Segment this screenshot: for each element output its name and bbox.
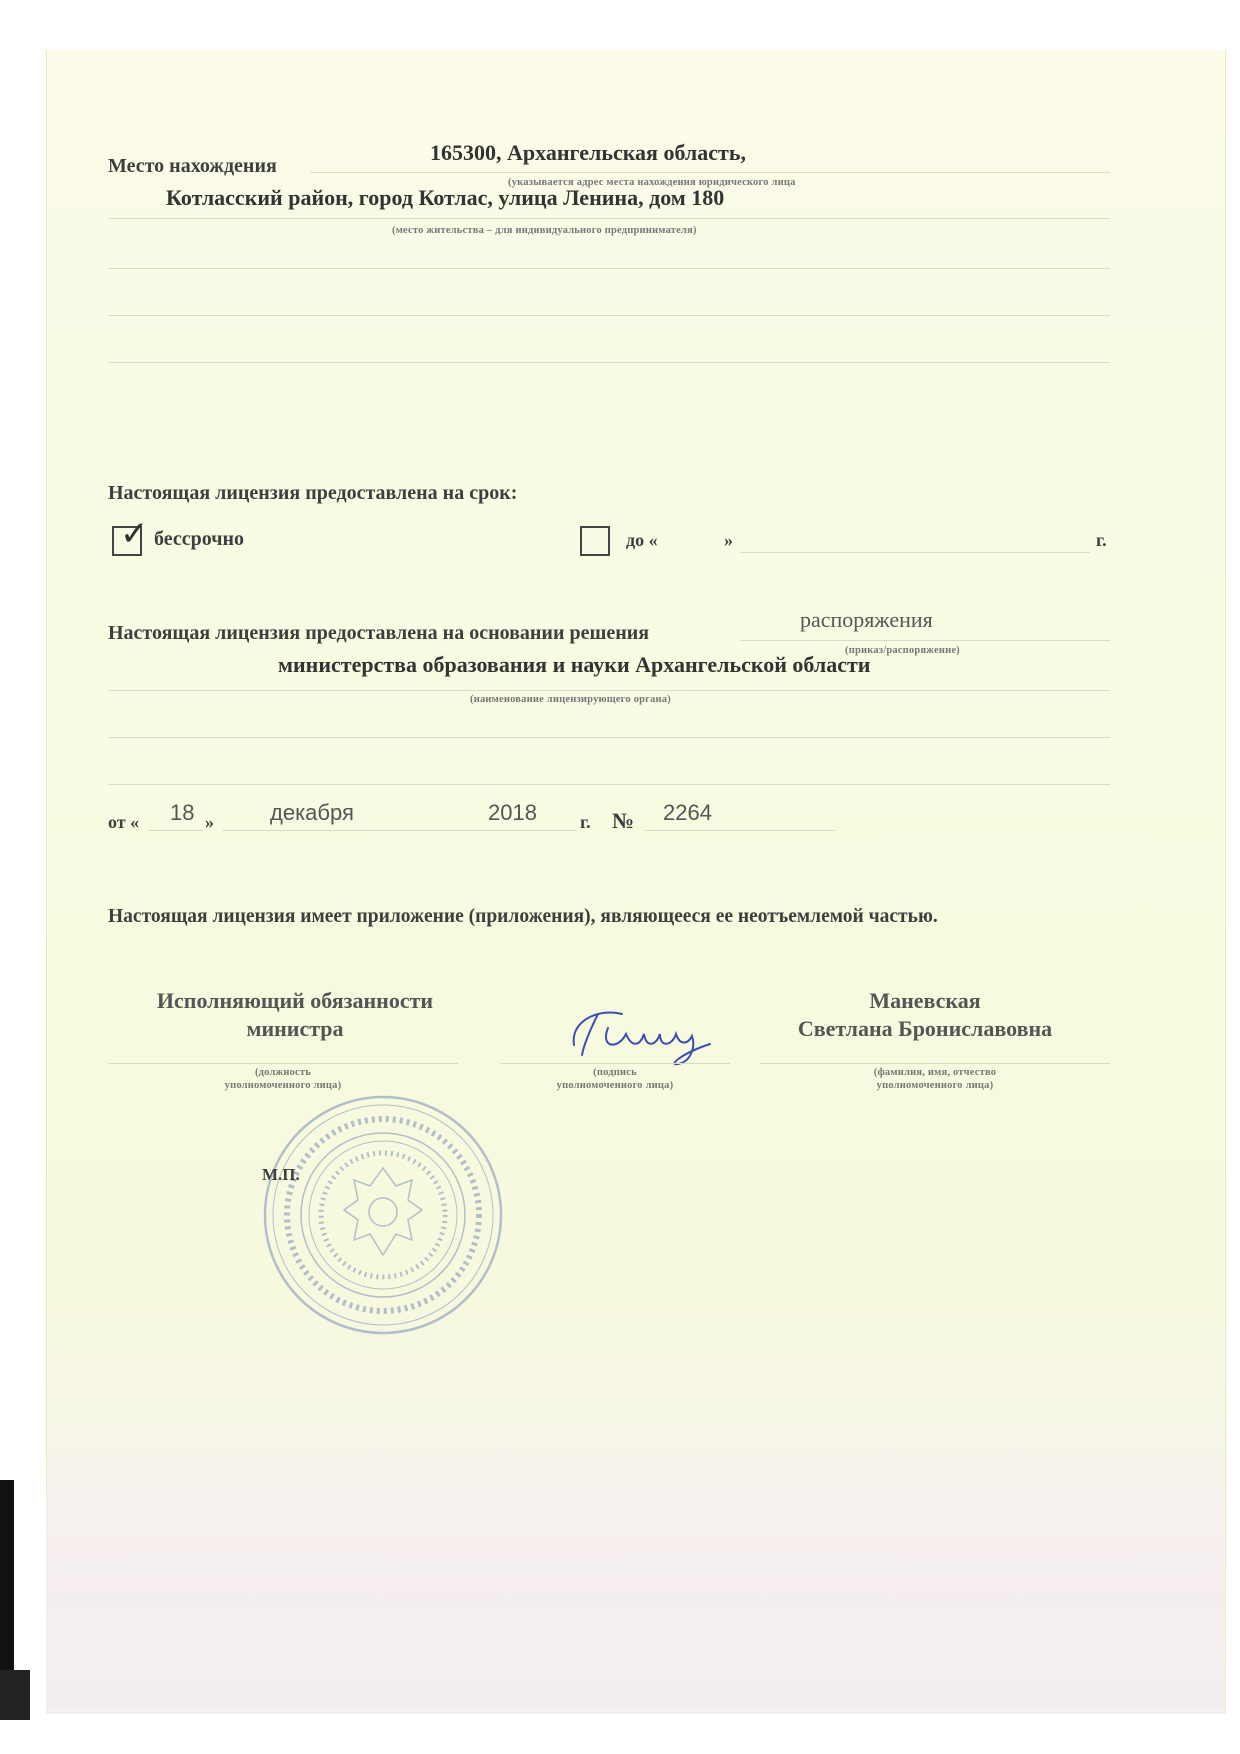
decision-hint: (приказ/распоряжение) [845,645,960,656]
authority-hint: (наименование лицензирующего органа) [470,694,671,705]
until-year-suffix: г. [1096,530,1107,550]
sheet-bottom-tint [46,1450,1224,1710]
until-date-line [740,552,1090,553]
signatory-name: Светлана Брониславовна [797,1016,1053,1041]
rule [108,690,1110,691]
basis-heading: Настоящая лицензия предоставлена на основании решения [108,622,650,644]
rule [108,737,1110,738]
location-line2: Котласский район, город Котлас, улица Ленина, дом 180 [166,185,725,210]
date-prefix: от « [108,812,140,832]
decision-month: декабря [270,800,354,825]
location-hint1: (указывается адрес места нахождения юридического лица [508,177,796,188]
rule [108,362,1110,363]
sign-hint2: уполномоченного лица) [556,1080,674,1091]
appendix-note: Настоящая лицензия имеет приложение (приложения), являющееся ее неотъемлемой частью. [108,906,938,927]
until-close: » [724,530,733,550]
position-line1: Исполняющий обязанности [156,988,434,1013]
position-hint2: уполномоченного лица) [224,1080,342,1091]
authority: министерства образования и науки Архангельской области [278,652,871,677]
check-mark-icon: ✓ [120,514,149,554]
location-hint2: (место жительства – для индивидуального предпринимателя) [392,225,697,236]
decision-year: 2018 [488,800,537,825]
sign-hint1: (подпись [593,1067,637,1078]
scan-edge-corner [0,1670,30,1720]
location-label: Место нахождения [108,155,277,177]
rule [310,172,1110,173]
decision-number: 2264 [663,800,712,825]
rule [500,1063,730,1064]
decision-type: распоряжения [800,607,933,632]
rule [148,830,203,831]
term-heading: Настоящая лицензия предоставлена на срок: [108,482,518,504]
position-line2: министра [246,1016,344,1041]
rule [108,315,1110,316]
rule [222,830,577,831]
location-line1: 165300, Архангельская область, [430,140,746,165]
rule [108,784,1110,785]
until-label: до « [626,530,658,550]
position-hint1: (должность [254,1067,312,1078]
year-label: г. [580,812,591,832]
name-hint2: уполномоченного лица) [876,1080,994,1091]
until-checkbox[interactable] [580,526,610,556]
official-seal [258,1090,508,1340]
decision-day: 18 [170,800,195,825]
scan-edge [0,1480,14,1670]
rule [108,218,1110,219]
rule [740,640,1110,641]
rule [108,1063,458,1064]
name-hint1: (фамилия, имя, отчество [873,1067,997,1078]
seal-label: М.П. [262,1165,300,1184]
rule [760,1063,1110,1064]
rule [645,830,835,831]
unlimited-label: бессрочно [154,528,245,550]
date-day-close: » [205,812,214,832]
signatory-surname: Маневская [869,988,981,1013]
rule [108,268,1110,269]
number-label: № [612,808,635,833]
